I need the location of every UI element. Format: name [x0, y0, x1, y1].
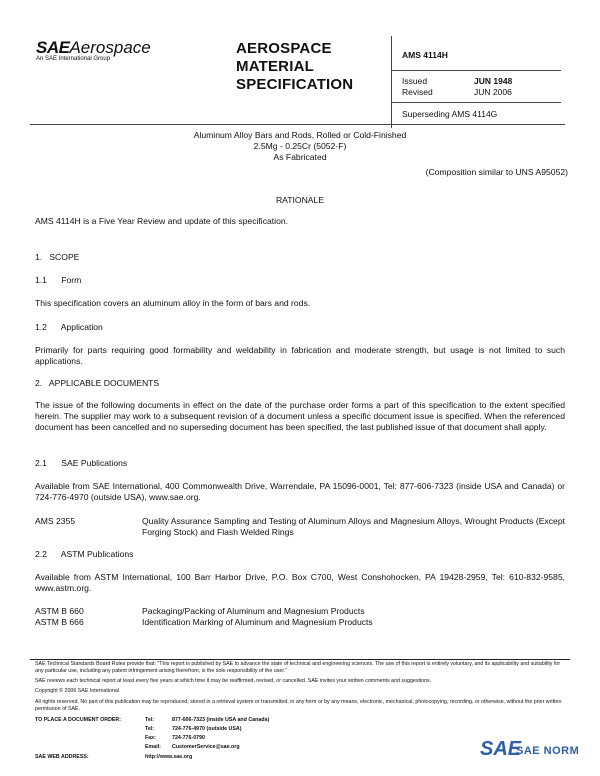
section-2-heading: 2. APPLICABLE DOCUMENTS	[35, 378, 160, 388]
fax-value: 724-776-0790	[172, 735, 205, 741]
sae-norm-badge	[480, 738, 595, 768]
header-line-middle	[391, 102, 561, 103]
section-1-2-text: Primarily for parts requiring good formability and weldability in fabrication and moderate strength, but usage is not limited to such applications.	[35, 345, 565, 366]
section-1-1-heading: 1.1 Form	[35, 275, 82, 285]
tel2-label: Tel:	[145, 726, 155, 732]
footer-standards-rules: SAE Technical Standards Board Rules provide that: "This report is published by SAE to advance the state of technical and engineering sciences. The use of this report is entirely voluntary, and its applicability and suitability for any particular use, including any patent infringement arising therefrom, is the sole responsibility of the user."	[35, 661, 561, 674]
section-2-2-heading: 2.2 ASTM Publications	[35, 549, 134, 559]
section-1-heading: 1. SCOPE	[35, 252, 80, 262]
section-2-1-text: Available from SAE International, 400 Commonwealth Drive, Warrendale, PA 15096-0001, Tel: 877-606-7323 (inside USA and Canada) or 724-776-4970 (outside USA), www.sae.org.	[35, 481, 565, 502]
email-link[interactable]: CustomerService@sae.org	[172, 744, 240, 750]
email-label: Email:	[145, 744, 161, 750]
web-address-label: SAE WEB ADDRESS:	[35, 754, 89, 760]
footer-copyright: Copyright © 2006 SAE International	[35, 688, 119, 694]
fax-label: Fax:	[145, 735, 156, 741]
material-description	[100, 130, 500, 163]
section-1-1-text: This specification covers an aluminum alloy in the form of bars and rods.	[35, 298, 311, 308]
header-divider-vertical	[391, 36, 392, 128]
header-line-top	[391, 70, 561, 71]
superseding-note: Superseding AMS 4114G	[402, 109, 498, 119]
rationale-text: AMS 4114H is a Five Year Review and update of this specification.	[35, 216, 289, 226]
tel1-value: 877-606-7323 (inside USA and Canada)	[172, 717, 270, 723]
badge-sae-logo: SAE	[480, 738, 522, 760]
issued-label: Issued	[402, 76, 428, 86]
footer-rights: All rights reserved. No part of this publication may be reproduced, stored in a retrieval system or transmitted, in any form or by any means, electronic, mechanical, photocopying, recording, or otherwise, without the prior written permission of SAE.	[35, 699, 562, 712]
logo-aerospace-text: Aerospace	[69, 38, 151, 57]
astm-b666-description: Identification Marking of Aluminum and Magnesium Products	[142, 617, 373, 627]
subtitle-line-3: As Fabricated	[273, 152, 327, 162]
title-line-3: SPECIFICATION	[236, 76, 354, 93]
issued-date: JUN 1948	[474, 76, 513, 86]
document-title	[236, 40, 353, 94]
astm-b660-id: ASTM B 660	[35, 606, 84, 616]
section-1-2-heading: 1.2 Application	[35, 322, 103, 332]
revised-label: Revised	[402, 87, 433, 97]
section-2-2-text: Available from ASTM International, 100 Barr Harbor Drive, P.O. Box C700, West Conshohocken, PA 19428-2959, Tel: 610-832-9585, www.astm.org.	[35, 572, 565, 593]
ams-2355-description: Quality Assurance Sampling and Testing of Aluminum Alloys and Magnesium Alloys, Wrought Products (Except Forging Stock) and Flash Welded Rings	[142, 516, 565, 537]
title-line-1: AEROSPACE	[236, 40, 332, 57]
tel1-label: Tel:	[145, 717, 155, 723]
logo-subtitle: An SAE International Group	[36, 56, 111, 62]
logo-sae-text: SAE	[36, 38, 70, 57]
tel2-value: 724-776-4970 (outside USA)	[172, 726, 242, 732]
spec-number: AMS 4114H	[402, 50, 448, 60]
sae-aerospace-logo	[36, 38, 206, 62]
header-line-bottom	[30, 124, 565, 125]
subtitle-line-1: Aluminum Alloy Bars and Rods, Rolled or Cold-Finished	[193, 130, 407, 140]
footer-review-notice: SAE reviews each technical report at least every five years at which time it may be reaffirmed, revised, or cancelled. SAE invites your written comments and suggestions.	[35, 678, 432, 684]
astm-b660-description: Packaging/Packing of Aluminum and Magnesium Products	[142, 606, 365, 616]
badge-norm-text: SAE NORM	[516, 745, 580, 757]
rationale-heading: RATIONALE	[275, 195, 325, 205]
subtitle-line-2: 2.5Mg - 0.25Cr (5052-F)	[253, 141, 347, 151]
revised-date: JUN 2006	[474, 87, 512, 97]
section-2-1-heading: 2.1 SAE Publications	[35, 458, 128, 468]
ams-2355-id: AMS 2355	[35, 516, 76, 526]
composition-note: (Composition similar to UNS A95052)	[425, 167, 568, 177]
web-address-link[interactable]: http://www.sae.org	[145, 754, 193, 760]
title-line-2: MATERIAL	[236, 58, 314, 75]
footer-divider	[30, 659, 570, 660]
order-label: TO PLACE A DOCUMENT ORDER:	[35, 717, 122, 723]
astm-b666-id: ASTM B 666	[35, 617, 84, 627]
section-2-text: The issue of the following documents in effect on the date of the purchase order forms a part of this specification to the extent specified herein. The supplier may work to a subsequent revision of a document unless a specific document issue is specified. When the referenced document has been cancelled and no superseding document has been specified, the last published issue of that document shall apply.	[35, 400, 565, 432]
